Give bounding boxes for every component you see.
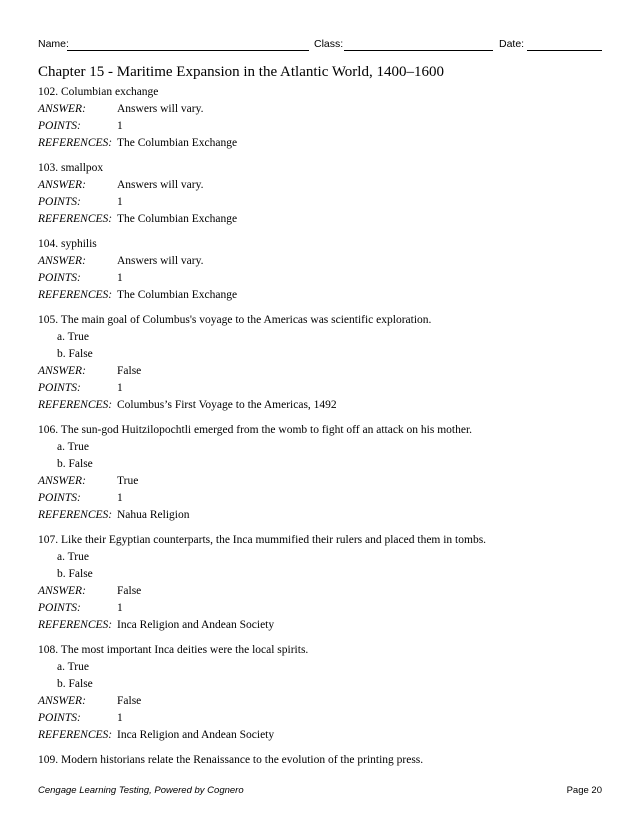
points-value: 1	[117, 712, 123, 724]
answer-row	[38, 583, 608, 600]
points-label: POINTS:	[38, 272, 81, 284]
points-label: POINTS:	[38, 382, 81, 394]
answer-value: True	[117, 475, 139, 487]
points-row	[38, 118, 608, 135]
answer-option: a. True	[57, 331, 89, 343]
points-label: POINTS:	[38, 120, 81, 132]
answer-option: a. True	[57, 551, 89, 563]
references-label: REFERENCES:	[38, 289, 113, 301]
references-row	[38, 617, 608, 634]
answer-option: b. False	[57, 348, 93, 360]
points-value: 1	[117, 602, 123, 614]
references-value: The Columbian Exchange	[117, 137, 238, 149]
answer-value: False	[117, 695, 142, 707]
answer-label: ANSWER:	[38, 255, 86, 267]
question-text: 104. syphilis	[38, 238, 97, 250]
points-row	[38, 380, 608, 397]
answer-row	[38, 253, 608, 270]
question-list	[38, 84, 608, 777]
points-label: POINTS:	[38, 602, 81, 614]
question-text: 109. Modern historians relate the Renaissance to the evolution of the printing press.	[38, 754, 424, 766]
answer-value: Answers will vary.	[117, 255, 204, 267]
question-item	[38, 642, 608, 744]
question-text: 107. Like their Egyptian counterparts, the Inca mummified their rulers and placed them in tombs.	[38, 534, 487, 546]
answer-label: ANSWER:	[38, 475, 86, 487]
question-item	[38, 422, 608, 524]
references-value: The Columbian Exchange	[117, 213, 238, 225]
references-value: Nahua Religion	[117, 509, 190, 521]
answer-option: b. False	[57, 678, 93, 690]
question-item	[38, 236, 608, 304]
question-item	[38, 532, 608, 634]
answer-row	[38, 101, 608, 118]
references-row	[38, 211, 608, 228]
answer-row	[38, 363, 608, 380]
answer-option: a. True	[57, 441, 89, 453]
references-value: The Columbian Exchange	[117, 289, 238, 301]
footer-credit: Cengage Learning Testing, Powered by Cognero	[38, 785, 244, 796]
answer-row	[38, 473, 608, 490]
points-row	[38, 270, 608, 287]
references-row	[38, 397, 608, 414]
references-label: REFERENCES:	[38, 399, 113, 411]
question-item	[38, 312, 608, 414]
question-text: 105. The main goal of Columbus's voyage to the Americas was scientific exploration.	[38, 314, 432, 326]
question-text: 108. The most important Inca deities were the local spirits.	[38, 644, 309, 656]
references-row	[38, 135, 608, 152]
page-header	[38, 38, 602, 52]
points-row	[38, 490, 608, 507]
page-footer	[38, 785, 602, 799]
answer-label: ANSWER:	[38, 365, 86, 377]
question-text: 106. The sun-god Huitzilopochtli emerged from the womb to fight off an attack on his mother.	[38, 424, 473, 436]
references-label: REFERENCES:	[38, 619, 113, 631]
answer-label: ANSWER:	[38, 585, 86, 597]
references-row	[38, 507, 608, 524]
name-label: Name:	[38, 38, 69, 50]
question-item	[38, 160, 608, 228]
points-row	[38, 600, 608, 617]
answer-option: b. False	[57, 458, 93, 470]
points-label: POINTS:	[38, 712, 81, 724]
answer-value: False	[117, 365, 142, 377]
references-label: REFERENCES:	[38, 137, 113, 149]
question-item	[38, 752, 608, 769]
question-text: 102. Columbian exchange	[38, 86, 159, 98]
references-label: REFERENCES:	[38, 509, 113, 521]
references-row	[38, 727, 608, 744]
question-text: 103. smallpox	[38, 162, 104, 174]
references-label: REFERENCES:	[38, 213, 113, 225]
answer-label: ANSWER:	[38, 103, 86, 115]
points-label: POINTS:	[38, 492, 81, 504]
references-value: Inca Religion and Andean Society	[117, 729, 275, 741]
question-item	[38, 84, 608, 152]
answer-value: Answers will vary.	[117, 179, 204, 191]
answer-value: False	[117, 585, 142, 597]
class-line	[344, 50, 493, 51]
class-label: Class:	[314, 38, 344, 50]
points-value: 1	[117, 382, 123, 394]
answer-row	[38, 693, 608, 710]
answer-option: a. True	[57, 661, 89, 673]
points-label: POINTS:	[38, 196, 81, 208]
references-value: Columbus’s First Voyage to the Americas, 1492	[117, 399, 337, 411]
date-line	[527, 50, 602, 51]
points-row	[38, 194, 608, 211]
points-value: 1	[117, 120, 123, 132]
date-label: Date:	[499, 38, 525, 50]
points-value: 1	[117, 272, 123, 284]
answer-value: Answers will vary.	[117, 103, 204, 115]
page-title: Chapter 15 - Maritime Expansion in the Atlantic World, 1400–1600	[38, 64, 444, 80]
answer-row	[38, 177, 608, 194]
name-line	[67, 50, 309, 51]
answer-option: b. False	[57, 568, 93, 580]
answer-label: ANSWER:	[38, 179, 86, 191]
references-label: REFERENCES:	[38, 729, 113, 741]
points-value: 1	[117, 196, 123, 208]
answer-label: ANSWER:	[38, 695, 86, 707]
references-value: Inca Religion and Andean Society	[117, 619, 275, 631]
page-number: Page 20	[566, 785, 602, 796]
points-row	[38, 710, 608, 727]
points-value: 1	[117, 492, 123, 504]
references-row	[38, 287, 608, 304]
